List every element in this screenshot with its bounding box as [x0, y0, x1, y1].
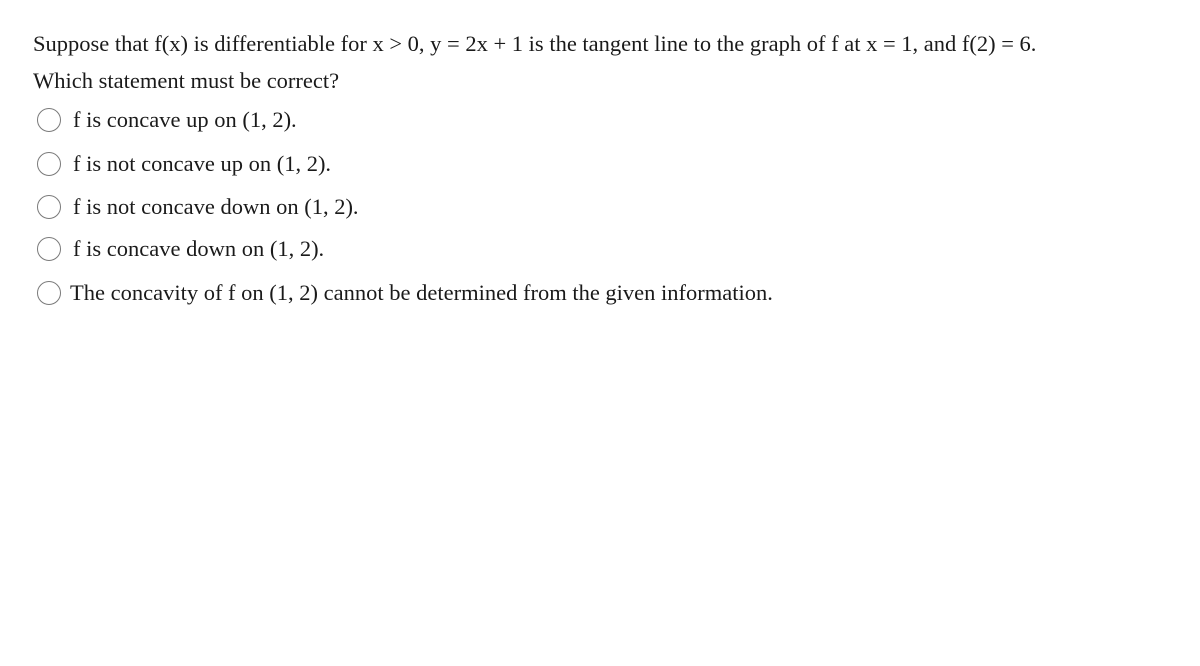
answer-option-2[interactable]: [37, 148, 331, 180]
answer-option-3[interactable]: [37, 191, 359, 223]
answer-option-1[interactable]: [37, 104, 297, 136]
radio-button-5[interactable]: [37, 281, 61, 305]
answer-option-label: f is concave down on (1, 2).: [73, 236, 325, 261]
radio-button-4[interactable]: [37, 237, 61, 261]
answer-option-label: f is not concave down on (1, 2).: [73, 194, 359, 219]
answer-option-label: f is concave up on (1, 2).: [73, 107, 297, 132]
answer-option-label: The concavity of f on (1, 2) cannot be determined from the given information.: [70, 280, 773, 305]
radio-button-3[interactable]: [37, 195, 61, 219]
radio-button-2[interactable]: [37, 152, 61, 176]
answer-option-4[interactable]: [37, 233, 324, 265]
answer-option-label: f is not concave up on (1, 2).: [73, 151, 332, 176]
question-text: Suppose that f(x) is differentiable for x > 0, y = 2x + 1 is the tangent line to the graph of f at x = 1, and f(2) = 6.: [33, 31, 1037, 56]
answer-option-5[interactable]: [37, 277, 773, 309]
question-prompt: Which statement must be correct?: [33, 68, 340, 93]
radio-button-1[interactable]: [37, 108, 61, 132]
